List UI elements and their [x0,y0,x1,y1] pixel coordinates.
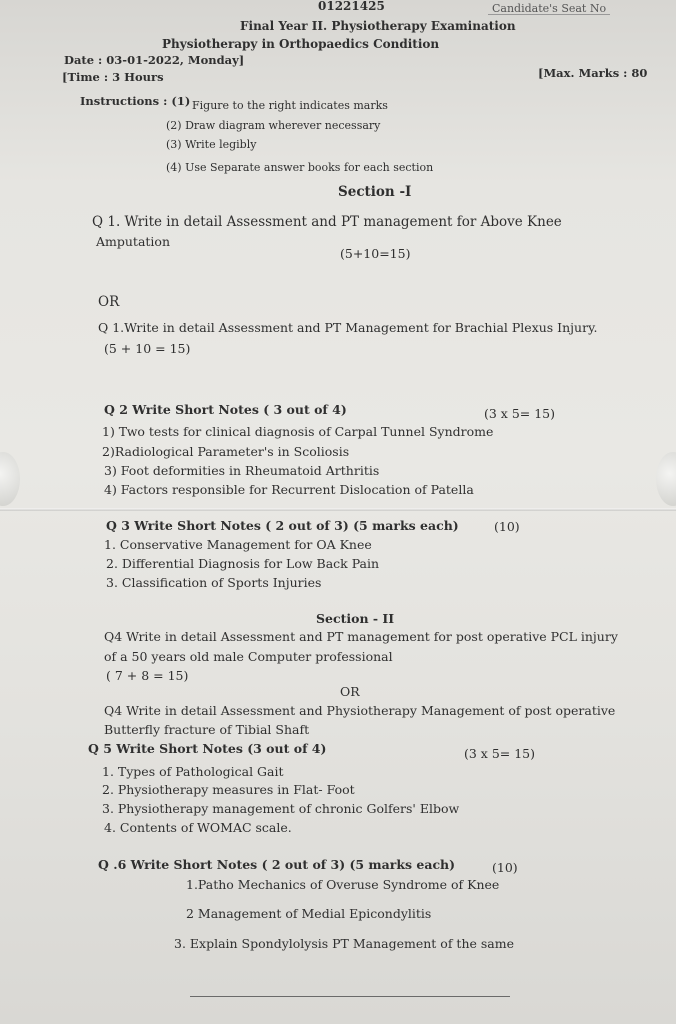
instruction-item: (2) Draw diagram wherever necessary [166,119,381,132]
question-3-title: Q 3 Write Short Notes ( 2 out of 3) (5 marks each) [106,518,459,533]
question-3-item: 3. Classification of Sports Injuries [106,575,322,590]
exam-title: Final Year II. Physiotherapy Examination [240,19,516,33]
question-3-marks: (10) [494,519,520,534]
question-4-line: Q4 Write in detail Assessment and PT management for post operative PCL injury [104,629,618,644]
or-separator: OR [98,294,120,310]
section-2-heading: Section - II [316,611,395,626]
instruction-item: (3) Write legibly [166,138,257,151]
question-5-marks: (3 x 5= 15) [464,746,536,761]
end-line [190,996,510,997]
question-1-marks: (5+10=15) [340,246,411,261]
question-4-alt-line: Q4 Write in detail Assessment and Physiotherapy Management of post operative [104,703,616,718]
question-3-item: 2. Differential Diagnosis for Low Back Pain [106,556,380,571]
subject-title: Physiotherapy in Orthopaedics Condition [162,37,440,51]
question-5-item: 4. Contents of WOMAC scale. [104,820,292,835]
question-1-alt-marks: (5 + 10 = 15) [104,341,191,356]
question-6-item: 1.Patho Mechanics of Overuse Syndrome of Knee [186,877,500,892]
question-4-alt-line: Butterfly fracture of Tibial Shaft [104,722,310,737]
question-1-line: Amputation [96,234,171,249]
paper-fold-line [0,508,676,511]
instruction-item: Figure to the right indicates marks [192,99,388,112]
question-5-item: 3. Physiotherapy management of chronic Golfers' Elbow [102,801,460,816]
question-6-title: Q .6 Write Short Notes ( 2 out of 3) (5 marks each) [98,857,456,872]
question-5-item: 2. Physiotherapy measures in Flat- Foot [102,782,355,797]
exam-time: [Time : 3 Hours [62,70,164,84]
question-6-marks: (10) [492,860,518,875]
question-2-item: 2)Radiological Parameter's in Scoliosis [102,444,350,459]
question-1-alt-line: Q 1.Write in detail Assessment and PT Management for Brachial Plexus Injury. [98,320,598,335]
instruction-item: (4) Use Separate answer books for each section [166,161,434,174]
paper-code: 01221425 [318,0,385,13]
question-2-title: Q 2 Write Short Notes ( 3 out of 4) [104,402,347,417]
instructions-label: Instructions : (1) [80,94,191,108]
exam-date: Date : 03-01-2022, Monday] [64,53,245,67]
punch-hole-right [656,452,676,506]
question-2-marks: (3 x 5= 15) [484,406,556,421]
max-marks: [Max. Marks : 80 [538,66,648,80]
question-2-item: 4) Factors responsible for Recurrent Dislocation of Patella [104,482,474,497]
question-1-line: Q 1. Write in detail Assessment and PT management for Above Knee [92,214,562,230]
section-1-heading: Section -I [338,184,412,200]
question-5-item: 1. Types of Pathological Gait [102,764,284,779]
punch-hole-left [0,452,20,506]
question-2-item: 1) Two tests for clinical diagnosis of Carpal Tunnel Syndrome [102,424,494,439]
question-2-item: 3) Foot deformities in Rheumatoid Arthritis [104,463,380,478]
question-5-title: Q 5 Write Short Notes (3 out of 4) [88,741,327,756]
or-separator: OR [340,684,360,699]
seat-number-box: Candidate's Seat No [488,3,610,15]
question-4-line: of a 50 years old male Computer professional [104,649,393,664]
question-4-marks: ( 7 + 8 = 15) [106,668,189,683]
question-6-item: 3. Explain Spondylolysis PT Management of the same [174,936,514,951]
question-3-item: 1. Conservative Management for OA Knee [104,537,372,552]
question-6-item: 2 Management of Medial Epicondylitis [186,906,432,921]
